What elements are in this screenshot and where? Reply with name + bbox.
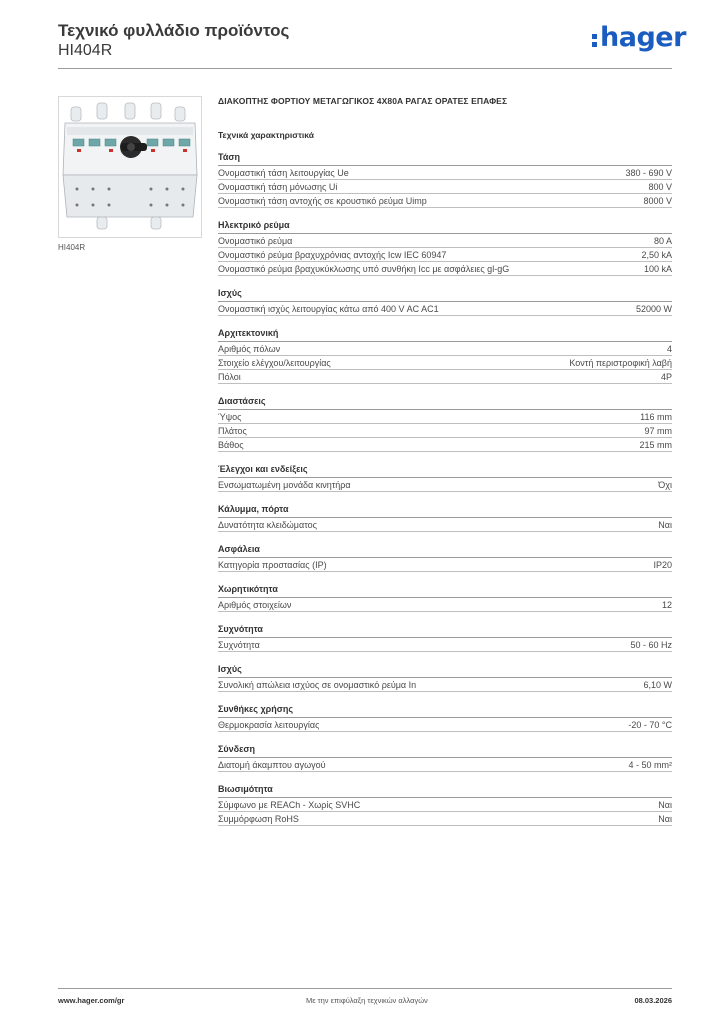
spec-row (218, 478, 672, 492)
spec-label: Ενσωματωμένη μονάδα κινητήρα (218, 479, 351, 490)
section-title: Ισχύς (218, 287, 672, 302)
section-title: Ασφάλεια (218, 543, 672, 558)
spec-row (218, 758, 672, 772)
spec-value: 215 mm (639, 439, 672, 450)
spec-value: Κοντή περιστροφική λαβή (569, 357, 672, 368)
spec-section (218, 623, 672, 652)
section-title: Σύνδεση (218, 743, 672, 758)
section-title: Συνθήκες χρήσης (218, 703, 672, 718)
spec-label: Δυνατότητα κλειδώματος (218, 519, 317, 530)
spec-label: Ονομαστικό ρεύμα (218, 235, 293, 246)
spec-value: 50 - 60 Hz (630, 639, 672, 650)
spec-section (218, 783, 672, 826)
spec-value: 800 V (648, 181, 672, 192)
section-title: Βιωσιμότητα (218, 783, 672, 798)
spec-section (218, 151, 672, 208)
spec-sections (218, 151, 672, 826)
spec-section (218, 703, 672, 732)
spec-label: Ονομαστικό ρεύμα βραχυκύκλωσης υπό συνθήκη Icc με ασφάλειες gl-gG (218, 263, 510, 274)
spec-value: 8000 V (643, 195, 672, 206)
spec-label: Πλάτος (218, 425, 247, 436)
spec-value: 2,50 kA (641, 249, 672, 260)
spec-value: 6,10 W (643, 679, 672, 690)
footer-notice: Με την επιφύλαξη τεχνικών αλλαγών (306, 996, 428, 1005)
spec-row (218, 248, 672, 262)
spec-label: Διατομή άκαμπτου αγωγού (218, 759, 326, 770)
section-title: Χωρητικότητα (218, 583, 672, 598)
spec-row (218, 718, 672, 732)
section-title: Τάση (218, 151, 672, 166)
spec-value: Όχι (658, 479, 672, 490)
section-title: Κάλυμμα, πόρτα (218, 503, 672, 518)
spec-row (218, 180, 672, 194)
spec-value: -20 - 70 °C (628, 719, 672, 730)
spec-row (218, 234, 672, 248)
spec-value: 100 kA (643, 263, 672, 274)
section-title: Συχνότητα (218, 623, 672, 638)
spec-row (218, 598, 672, 612)
section-title: Αρχιτεκτονική (218, 327, 672, 342)
spec-section (218, 395, 672, 452)
spec-label: Ονομαστική τάση μόνωσης Ui (218, 181, 338, 192)
product-description: ΔΙΑΚΟΠΤΗΣ ΦΟΡΤΙΟΥ ΜΕΤΑΓΩΓΙΚΟΣ 4X80A ΡΑΓΑΣ ΟΡΑΤΕΣ ΕΠΑΦΕΣ (218, 96, 508, 106)
spec-row (218, 356, 672, 370)
spec-value: Ναι (658, 799, 672, 810)
spec-section (218, 743, 672, 772)
spec-panel (218, 96, 672, 837)
spec-row (218, 558, 672, 572)
spec-row (218, 798, 672, 812)
section-title: Ισχύς (218, 663, 672, 678)
header-divider (58, 68, 672, 69)
spec-section (218, 543, 672, 572)
spec-value: 12 (661, 599, 672, 610)
footer-divider (58, 988, 672, 989)
spec-label: Ονομαστική ισχύς λειτουργίας κάτω από 400 V AC AC1 (218, 303, 439, 314)
spec-row (218, 424, 672, 438)
spec-label: Αριθμός πόλων (218, 343, 281, 354)
spec-value: 97 mm (644, 425, 672, 436)
spec-section (218, 219, 672, 276)
spec-label: Ονομαστικό ρεύμα βραχυχρόνιας αντοχής Icw IEC 60947 (218, 249, 447, 260)
footer-website: www.hager.com/gr (58, 996, 125, 1005)
spec-label: Θερμοκρασία λειτουργίας (218, 719, 320, 730)
page-title: Τεχνικό φυλλάδιο προϊόντος (58, 21, 290, 40)
spec-value: 80 A (653, 235, 672, 246)
spec-value: 52000 W (635, 303, 672, 314)
spec-row (218, 194, 672, 208)
spec-section (218, 583, 672, 612)
spec-row (218, 410, 672, 424)
spec-row (218, 678, 672, 692)
spec-label: Αριθμός στοιχείων (218, 599, 292, 610)
spec-row (218, 438, 672, 452)
logo-dots-icon (592, 34, 598, 50)
spec-value: Ναι (658, 813, 672, 824)
spec-value: 4 (666, 343, 672, 354)
image-caption: HI404R (58, 243, 86, 252)
spec-label: Σύμφωνο με REACh - Χωρίς SVHC (218, 799, 361, 810)
spec-label: Στοιχείο ελέγχου/λειτουργίας (218, 357, 331, 368)
spec-row (218, 370, 672, 384)
spec-section (218, 463, 672, 492)
product-photo-icon (58, 96, 202, 238)
spec-row (218, 166, 672, 180)
logo-wordmark: hager (600, 22, 686, 53)
spec-label: Συμμόρφωση RoHS (218, 813, 299, 824)
section-title: Ηλεκτρικό ρεύμα (218, 219, 672, 234)
spec-row (218, 262, 672, 276)
spec-section (218, 327, 672, 384)
tech-specs-heading: Τεχνικά χαρακτηριστικά (218, 130, 314, 140)
spec-value: 4P (660, 371, 672, 382)
spec-section (218, 663, 672, 692)
spec-label: Κατηγορία προστασίας (IP) (218, 559, 327, 570)
footer-date: 08.03.2026 (634, 996, 672, 1005)
spec-label: Συνολική απώλεια ισχύος σε ονομαστικό ρεύμα In (218, 679, 417, 690)
spec-row (218, 302, 672, 316)
spec-row (218, 812, 672, 826)
spec-section (218, 287, 672, 316)
spec-value: IP20 (653, 559, 672, 570)
spec-value: 380 - 690 V (625, 167, 672, 178)
spec-row (218, 342, 672, 356)
spec-label: Ονομαστική τάση λειτουργίας Ue (218, 167, 349, 178)
spec-value: 116 mm (640, 411, 672, 422)
spec-label: Συχνότητα (218, 639, 260, 650)
spec-label: Ύψος (218, 411, 242, 422)
spec-label: Πόλοι (218, 371, 241, 382)
product-code: HI404R (58, 42, 113, 59)
section-title: Έλεγχοι και ενδείξεις (218, 463, 672, 478)
spec-label: Βάθος (218, 439, 244, 450)
section-title: Διαστάσεις (218, 395, 672, 410)
spec-label: Ονομαστική τάση αντοχής σε κρουστικό ρεύμα Uimp (218, 195, 427, 206)
spec-row (218, 638, 672, 652)
spec-value: Ναι (658, 519, 672, 530)
spec-value: 4 - 50 mm² (628, 759, 672, 770)
spec-section (218, 503, 672, 532)
page-header (58, 20, 289, 61)
spec-row (218, 518, 672, 532)
